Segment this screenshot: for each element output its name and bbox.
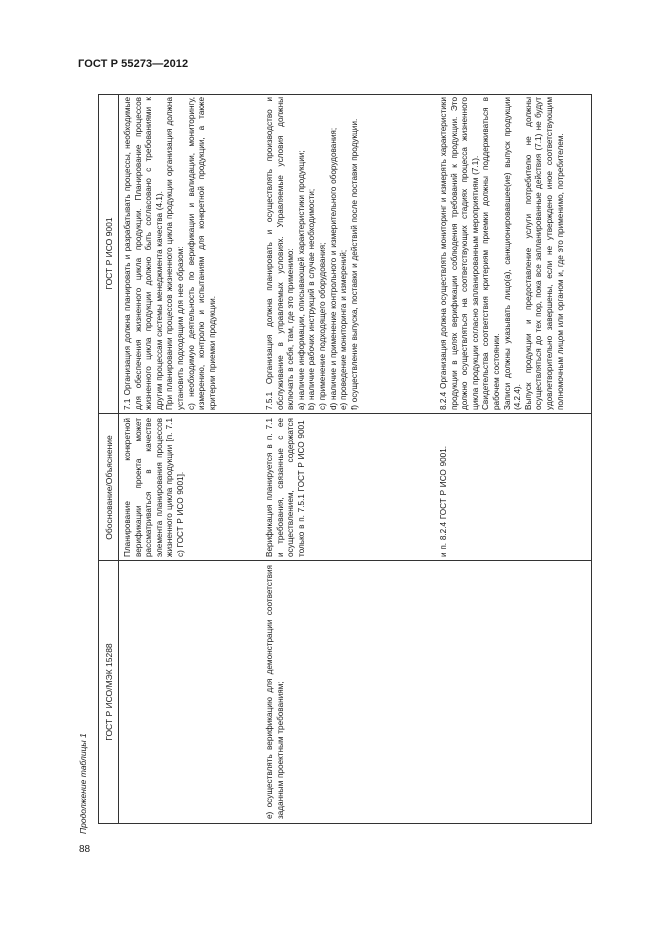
row2-justification: Верификация планируется в п. 7.1 и требования, связанные с ее осуществлением, содержатся только в п. 7.5.1 ГОСТ Р ИСО 9001 xyxy=(265,418,306,557)
paragraph: а) наличие информации, описывающей характеристики продукции; xyxy=(296,150,306,410)
paragraph: Свидетельства соответствия критериям приемки должны поддерживаться в рабочем состоянии. xyxy=(481,97,501,410)
table xyxy=(98,94,592,824)
paragraph: При планировании процессов жизненного цикла продукции организация должна установить подходящим для нее образом: xyxy=(165,97,185,410)
row2-iso15288: е) осуществлять верификацию для демонстрации соответствия заданным проектным требованиям; xyxy=(265,565,285,819)
paragraph: с) применение подходящего оборудования; xyxy=(317,242,327,410)
paragraph: Выпуск продукции и предоставление услуги потребителю не должны осуществляться до тех пор, пока все запланированные действия (7.1) не будут удовлетворительно завершены, если не утверждено иное соответствующим полномочным лицом или органом и, где это применимо, потребителем. xyxy=(523,97,565,410)
column-header-iso15288: ГОСТ Р ИСО/МЭК 15288 xyxy=(104,643,114,741)
row1-justification: Планирование конкретной верификации проекта может рассматриваться в качестве элемента планирования процессов жизненного цикла продукции [п. 7.1 с) ГОСТ Р ИСО 9001]. xyxy=(123,418,185,557)
row2-iso9001 xyxy=(265,97,360,410)
column-divider xyxy=(99,413,591,414)
paragraph: 7.1 Организация должна планировать и разрабатывать процессы, необходимые для обеспечения жизненного цикла продукции. Планирование процессов жизненного цикла продукции должно быть согласовано с требованиями к другим процессам системы менеджмента качества (4.1). xyxy=(123,97,164,410)
table-header-row xyxy=(99,95,119,823)
paragraph: b) наличие рабочих инструкций в случае необходимости; xyxy=(307,188,317,410)
column-header-justification: Обоснование/Объяснение xyxy=(104,435,114,540)
column-header-iso9001: ГОСТ Р ИСО 9001 xyxy=(104,217,114,290)
row1-iso9001 xyxy=(123,97,218,410)
paragraph: 7.5.1 Организация должна планировать и осуществлять производство и обслуживание в управляемых условиях. Управляемые условия должны включать в себя, там, где это применимо: xyxy=(265,97,296,410)
column-divider xyxy=(99,560,591,561)
paragraph: е) проведение мониторинга и измерений; xyxy=(339,249,349,410)
paragraph: f) осуществление выпуска, поставки и действий после поставки продукции. xyxy=(349,118,359,410)
paragraph: 8.2.4 Организация должна осуществлять мониторинг и измерять характеристики продукции в целях верификации соблюдения требований к продукции. Это должно осуществляться на соответствующих стадиях процесса жизненного цикла продукции согласно запланированным мероприятиям (7.1). xyxy=(439,97,480,410)
paragraph: с) необходимую деятельность по верификации и валидации, мониторингу, измерению, контролю и испытаниям для конкретной продукции, а также критерии приемки продукции. xyxy=(186,97,217,410)
row3-iso9001 xyxy=(439,97,566,410)
table-caption: Продолжение таблицы 1 xyxy=(78,733,88,834)
paragraph: d) наличие и применение контрольного и измерительного оборудования; xyxy=(328,127,338,410)
page-number: 88 xyxy=(79,844,91,855)
document-header: ГОСТ Р 55273—2012 xyxy=(78,58,189,70)
row3-justification: и п. 8.2.4 ГОСТ Р ИСО 9001. xyxy=(439,445,448,557)
paragraph: Записи должны указывать лицо(а), санкционировавшее(ие) выпуск продукции (4.2.4). xyxy=(502,97,523,410)
rotated-table-wrapper xyxy=(98,94,592,824)
